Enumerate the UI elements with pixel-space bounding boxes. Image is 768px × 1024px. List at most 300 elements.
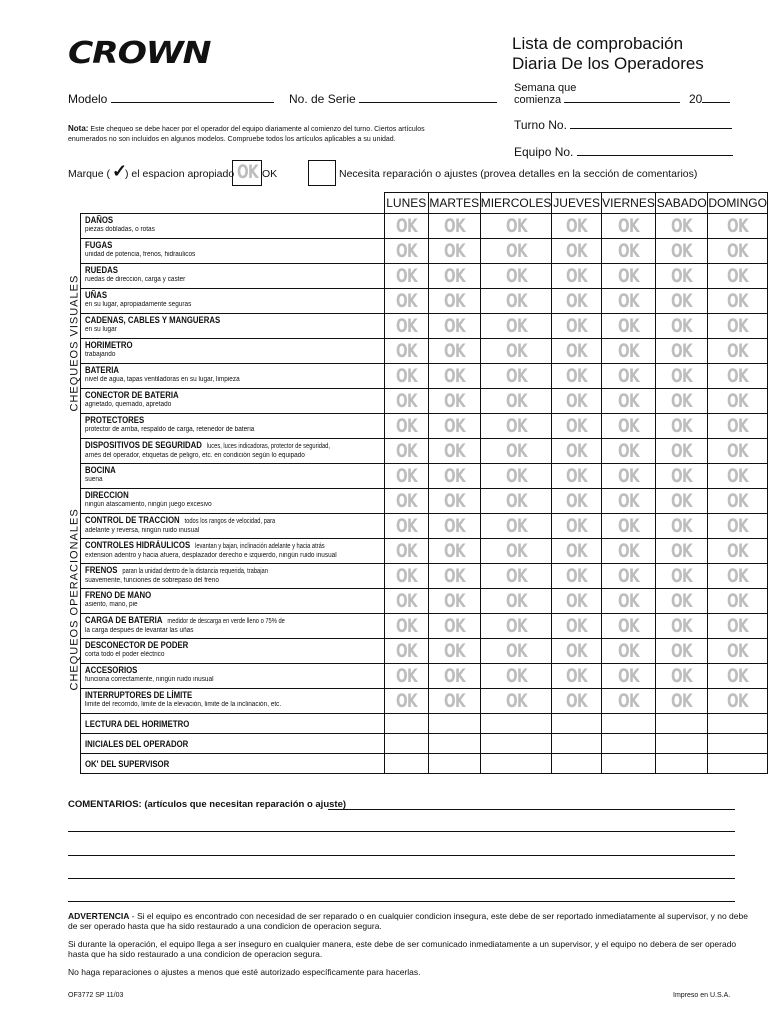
ok-checkbox-cell[interactable] [428, 664, 480, 689]
checklist-row [81, 339, 768, 364]
ok-checkbox-cell[interactable] [384, 614, 428, 639]
ok-mark: OK [443, 315, 465, 337]
summary-input-cell[interactable] [428, 714, 480, 734]
ok-checkbox-cell[interactable] [708, 664, 768, 689]
ok-mark: OK [395, 290, 417, 312]
checklist-row [81, 264, 768, 289]
ok-checkbox-cell[interactable] [552, 514, 601, 539]
item-desc: adelante y reversa, ningún ruido inusual [85, 527, 200, 534]
ok-checkbox-cell[interactable] [601, 614, 655, 639]
ok-checkbox-cell[interactable] [552, 489, 601, 514]
ok-checkbox-cell[interactable] [552, 389, 601, 414]
ok-checkbox-cell[interactable] [601, 539, 655, 564]
item-name [85, 215, 330, 226]
item-name-text: INTERRUPTORES DE LÍMITE [85, 690, 193, 701]
summary-input-cell[interactable] [708, 734, 768, 754]
ok-mark: OK [505, 440, 527, 462]
item-name-text: DESCONECTOR DE PODER [85, 640, 189, 651]
ok-checkbox-cell[interactable] [708, 464, 768, 489]
summary-input-cell[interactable] [480, 754, 552, 774]
ok-mark: OK [443, 290, 465, 312]
ok-mark: OK [727, 215, 749, 237]
header-row [81, 193, 768, 214]
ok-checkbox-cell[interactable] [601, 664, 655, 689]
item-desc: arnés del operador, etiquetas de peligro, etc. en condición según lo equipado [85, 452, 305, 459]
summary-input-cell[interactable] [601, 754, 655, 774]
summary-input-cell[interactable] [480, 714, 552, 734]
ok-checkbox-cell[interactable] [552, 689, 601, 714]
ok-checkbox-cell[interactable] [428, 239, 480, 264]
equipo-input[interactable] [577, 155, 733, 156]
checklist-row [81, 464, 768, 489]
ok-mark: OK [443, 415, 465, 437]
summary-input-cell[interactable] [601, 734, 655, 754]
checklist-item [81, 364, 385, 389]
ok-checkbox-cell[interactable] [384, 589, 428, 614]
ok-checkbox-cell[interactable] [601, 589, 655, 614]
ok-checkbox-cell[interactable] [384, 514, 428, 539]
ok-checkbox-cell[interactable] [656, 639, 708, 664]
serie-label: No. de Serie [289, 92, 356, 106]
ok-mark: OK [727, 540, 749, 562]
summary-input-cell[interactable] [428, 734, 480, 754]
semana-input[interactable] [564, 102, 680, 103]
item-name-text: CADENAS, CABLES Y MANGUERAS [85, 315, 221, 326]
checklist-item [81, 439, 385, 464]
ok-mark: OK [671, 415, 693, 437]
item-name [85, 665, 330, 676]
section-oper-label: CHEQUEOS OPERACIONALES [68, 508, 81, 691]
ok-mark: OK [395, 465, 417, 487]
ok-mark: OK [618, 415, 639, 437]
ok-checkbox-cell[interactable] [708, 614, 768, 639]
ok-checkbox-cell[interactable] [384, 564, 428, 589]
ok-checkbox-cell[interactable] [601, 364, 655, 389]
ok-checkbox-cell[interactable] [601, 514, 655, 539]
summary-input-cell[interactable] [552, 714, 601, 734]
item-desc: piezas dobladas, o rotas [85, 226, 155, 233]
ok-mark: OK [671, 365, 693, 387]
ok-checkbox-cell[interactable] [480, 239, 552, 264]
ok-checkbox-cell[interactable] [428, 339, 480, 364]
ok-checkbox-cell[interactable] [656, 239, 708, 264]
ok-mark: OK [727, 365, 749, 387]
comentarios-line[interactable] [68, 901, 735, 902]
ok-checkbox-cell[interactable] [552, 314, 601, 339]
ok-checkbox-cell[interactable] [480, 664, 552, 689]
ok-checkbox-cell[interactable] [384, 489, 428, 514]
summary-input-cell[interactable] [552, 734, 601, 754]
ok-mark: OK [443, 390, 465, 412]
item-name-text: BOCINA [85, 465, 116, 476]
ok-checkbox-cell[interactable] [480, 564, 552, 589]
ok-checkbox-cell[interactable] [656, 589, 708, 614]
ok-mark: OK [727, 640, 749, 662]
ok-checkbox-cell[interactable] [480, 264, 552, 289]
summary-input-cell[interactable] [656, 734, 708, 754]
ok-checkbox-cell[interactable] [480, 364, 552, 389]
summary-input-cell[interactable] [384, 734, 428, 754]
summary-input-cell[interactable] [428, 754, 480, 774]
ok-checkbox-cell[interactable] [384, 314, 428, 339]
item-name-text: FRENOS [85, 565, 118, 576]
ok-mark: OK [395, 640, 417, 662]
modelo-label: Modelo [68, 92, 108, 106]
ok-checkbox-cell[interactable] [428, 439, 480, 464]
ok-checkbox-cell[interactable] [601, 689, 655, 714]
summary-input-cell[interactable] [656, 754, 708, 774]
day-header: SABADO [656, 193, 708, 214]
ok-checkbox-cell[interactable] [384, 289, 428, 314]
ok-checkbox-cell[interactable] [552, 364, 601, 389]
ok-checkbox-cell[interactable] [552, 214, 601, 239]
ok-checkbox-cell[interactable] [656, 289, 708, 314]
ok-checkbox-cell[interactable] [480, 514, 552, 539]
ok-checkbox-cell[interactable] [480, 214, 552, 239]
ok-checkbox-cell[interactable] [601, 314, 655, 339]
ok-checkbox-cell[interactable] [656, 339, 708, 364]
ok-checkbox-cell[interactable] [601, 639, 655, 664]
ok-checkbox-cell[interactable] [384, 414, 428, 439]
ok-mark: OK [727, 340, 749, 362]
ok-checkbox-cell[interactable] [384, 664, 428, 689]
comentarios-line[interactable] [328, 809, 735, 810]
ok-mark: OK [395, 615, 417, 637]
item-name [85, 415, 330, 426]
summary-label: LECTURA DEL HORIMETRO [85, 718, 190, 730]
ok-checkbox-cell[interactable] [601, 464, 655, 489]
ok-checkbox-cell[interactable] [601, 389, 655, 414]
ok-mark: OK [618, 365, 639, 387]
ok-checkbox-cell[interactable] [480, 389, 552, 414]
ok-checkbox-cell[interactable] [480, 339, 552, 364]
ok-mark: OK [395, 390, 417, 412]
ok-mark: OK [566, 565, 588, 587]
ok-mark: OK [395, 665, 417, 687]
ok-mark: OK [566, 215, 588, 237]
ok-checkbox-cell[interactable] [428, 514, 480, 539]
ok-mark: OK [395, 490, 417, 512]
ok-mark: OK [671, 340, 693, 362]
modelo-field [68, 92, 274, 106]
ok-checkbox-cell[interactable] [656, 389, 708, 414]
summary-input-cell[interactable] [601, 714, 655, 734]
ok-checkbox-cell[interactable] [480, 464, 552, 489]
ok-mark: OK [618, 290, 639, 312]
ok-checkbox-cell[interactable] [601, 439, 655, 464]
ok-mark: OK [566, 540, 588, 562]
day-header: MIERCOLES [480, 193, 552, 214]
ok-checkbox-cell[interactable] [708, 489, 768, 514]
ok-mark: OK [671, 590, 693, 612]
ok-mark: OK [618, 515, 639, 537]
ok-checkbox-cell[interactable] [552, 289, 601, 314]
ok-checkbox-cell[interactable] [656, 214, 708, 239]
ok-mark: OK [443, 215, 465, 237]
ok-mark: OK [727, 465, 749, 487]
ok-checkbox-cell[interactable] [656, 464, 708, 489]
ok-checkbox-cell[interactable] [708, 214, 768, 239]
ok-mark: OK [671, 315, 693, 337]
ok-mark: OK [618, 640, 639, 662]
ok-checkbox-cell[interactable] [601, 289, 655, 314]
ok-legend-box [232, 160, 262, 186]
ok-checkbox-cell[interactable] [708, 239, 768, 264]
summary-input-cell[interactable] [656, 714, 708, 734]
ok-checkbox-cell[interactable] [428, 464, 480, 489]
item-desc: protector de arriba, respaldo de carga, retenedor de bateria [85, 426, 255, 433]
ok-mark: OK [618, 315, 639, 337]
checklist-row [81, 364, 768, 389]
summary-input-cell[interactable] [480, 734, 552, 754]
ok-mark: OK [618, 690, 639, 712]
ok-checkbox-cell[interactable] [384, 689, 428, 714]
item-name [85, 240, 330, 251]
ok-checkbox-cell[interactable] [552, 239, 601, 264]
modelo-input[interactable] [111, 102, 274, 103]
ok-checkbox-cell[interactable] [708, 389, 768, 414]
marque-row [68, 160, 748, 186]
ok-checkbox-cell[interactable] [428, 564, 480, 589]
ok-checkbox-cell[interactable] [601, 414, 655, 439]
item-name-text: CONTROLES HIDRÁULICOS [85, 540, 191, 551]
ok-checkbox-cell[interactable] [656, 514, 708, 539]
ok-checkbox-cell[interactable] [552, 664, 601, 689]
item-desc: asiento, mano, pie [85, 601, 138, 608]
ok-checkbox-cell[interactable] [656, 364, 708, 389]
item-desc: corta todo el poder eléctrico [85, 651, 165, 658]
ok-checkbox-cell[interactable] [552, 639, 601, 664]
ok-mark: OK [618, 665, 639, 687]
ok-checkbox-cell[interactable] [384, 239, 428, 264]
ok-mark: OK [395, 265, 417, 287]
ok-checkbox-cell[interactable] [708, 589, 768, 614]
ok-checkbox-cell[interactable] [552, 614, 601, 639]
ok-checkbox-cell[interactable] [601, 489, 655, 514]
ok-checkbox-cell[interactable] [384, 439, 428, 464]
ok-checkbox-cell[interactable] [708, 639, 768, 664]
ok-mark: OK [671, 640, 693, 662]
summary-label-cell [81, 734, 385, 754]
ok-checkbox-cell[interactable] [552, 339, 601, 364]
ok-checkbox-cell[interactable] [384, 464, 428, 489]
ok-checkbox-cell[interactable] [384, 539, 428, 564]
ok-checkbox-cell[interactable] [428, 389, 480, 414]
ok-checkbox-cell[interactable] [552, 564, 601, 589]
turno-input[interactable] [570, 128, 732, 129]
ok-checkbox-cell[interactable] [384, 364, 428, 389]
ok-checkbox-cell[interactable] [480, 439, 552, 464]
ok-mark: OK [443, 465, 465, 487]
turno-label: Turno No. [514, 118, 567, 132]
ok-mark: OK [505, 290, 527, 312]
item-desc: suena [85, 476, 103, 483]
ok-mark: OK [566, 615, 588, 637]
comentarios-line[interactable] [68, 878, 735, 879]
ok-checkbox-cell[interactable] [384, 264, 428, 289]
item-desc: suavemente, funciones de sobrepaso del freno [85, 577, 219, 584]
checklist-row [81, 664, 768, 689]
ok-checkbox-cell[interactable] [428, 289, 480, 314]
ok-mark: OK [727, 590, 749, 612]
ok-mark: OK [505, 390, 527, 412]
ok-checkbox-cell[interactable] [480, 414, 552, 439]
ok-checkbox-cell[interactable] [601, 564, 655, 589]
ok-checkbox-cell[interactable] [656, 439, 708, 464]
ok-checkbox-cell[interactable] [552, 439, 601, 464]
ok-checkbox-cell[interactable] [601, 214, 655, 239]
form-title [512, 34, 704, 74]
ok-mark: OK [727, 415, 749, 437]
ok-checkbox-cell[interactable] [708, 339, 768, 364]
summary-input-cell[interactable] [384, 754, 428, 774]
ok-mark: OK [727, 440, 749, 462]
ok-mark: OK [671, 265, 693, 287]
ok-checkbox-cell[interactable] [708, 364, 768, 389]
summary-input-cell[interactable] [552, 754, 601, 774]
summary-input-cell[interactable] [708, 754, 768, 774]
item-name [85, 540, 330, 552]
ok-checkbox-cell[interactable] [384, 339, 428, 364]
advertencia-paragraph [68, 911, 748, 931]
ok-checkbox-cell[interactable] [384, 389, 428, 414]
ok-checkbox-cell[interactable] [480, 314, 552, 339]
summary-input-cell[interactable] [708, 714, 768, 734]
ok-mark: OK [566, 440, 588, 462]
ok-checkbox-cell[interactable] [428, 314, 480, 339]
year-input[interactable] [702, 102, 730, 103]
ok-mark: OK [618, 390, 639, 412]
ok-checkbox-cell[interactable] [656, 664, 708, 689]
ok-mark: OK [618, 215, 639, 237]
ok-mark: OK [671, 665, 693, 687]
item-name [85, 590, 330, 601]
ok-mark: OK [505, 265, 527, 287]
checklist-item [81, 389, 385, 414]
ok-checkbox-cell[interactable] [552, 539, 601, 564]
checklist-item [81, 264, 385, 289]
ok-checkbox-cell[interactable] [708, 539, 768, 564]
ok-checkbox-cell[interactable] [708, 289, 768, 314]
ok-checkbox-cell[interactable] [428, 214, 480, 239]
item-inline-desc: luces, luces indicadoras, protector de seguridad, [206, 443, 330, 450]
ok-checkbox-cell[interactable] [708, 439, 768, 464]
ok-checkbox-cell[interactable] [656, 489, 708, 514]
checklist-row [81, 614, 768, 639]
section-visual-label: CHEQUEOS VISUALES [68, 274, 81, 412]
ok-checkbox-cell[interactable] [708, 264, 768, 289]
ok-mark: OK [671, 515, 693, 537]
checklist-item [81, 564, 385, 589]
ok-checkbox-cell[interactable] [601, 264, 655, 289]
ok-checkbox-cell[interactable] [601, 239, 655, 264]
ok-mark: OK [727, 315, 749, 337]
ok-mark: OK [727, 490, 749, 512]
ok-checkbox-cell[interactable] [480, 539, 552, 564]
checklist-item [81, 639, 385, 664]
title-line-1: Lista de comprobación [512, 34, 684, 53]
ok-checkbox-cell[interactable] [428, 589, 480, 614]
ok-checkbox-cell[interactable] [708, 564, 768, 589]
ok-checkbox-cell[interactable] [708, 414, 768, 439]
ok-checkbox-cell[interactable] [428, 364, 480, 389]
ok-checkbox-cell[interactable] [480, 614, 552, 639]
ok-checkbox-cell[interactable] [480, 639, 552, 664]
item-name-text: RUEDAS [85, 265, 118, 276]
comentarios-line[interactable] [68, 831, 735, 832]
ok-checkbox-cell[interactable] [656, 414, 708, 439]
summary-label: OK' DEL SUPERVISOR [85, 758, 170, 770]
ok-checkbox-cell[interactable] [552, 264, 601, 289]
ok-mark: OK [727, 615, 749, 637]
ok-mark: OK [443, 665, 465, 687]
semana-field [514, 82, 680, 106]
ok-checkbox-cell[interactable] [601, 339, 655, 364]
ok-checkbox-cell[interactable] [480, 589, 552, 614]
checklist-row [81, 489, 768, 514]
ok-checkbox-cell[interactable] [428, 614, 480, 639]
summary-input-cell[interactable] [384, 714, 428, 734]
ok-mark: OK [671, 290, 693, 312]
comentarios-line[interactable] [68, 855, 735, 856]
ok-checkbox-cell[interactable] [480, 489, 552, 514]
ok-mark: OK [505, 665, 527, 687]
ok-checkbox-cell[interactable] [428, 539, 480, 564]
repair-legend-box [308, 160, 336, 186]
ok-checkbox-cell[interactable] [384, 639, 428, 664]
year-field [689, 92, 730, 106]
item-name [85, 390, 330, 401]
ok-checkbox-cell[interactable] [428, 689, 480, 714]
item-inline-desc: paran la unidad dentro de la distancia requerida, trabajan [122, 568, 268, 575]
ok-checkbox-cell[interactable] [708, 689, 768, 714]
ok-checkbox-cell[interactable] [656, 539, 708, 564]
ok-checkbox-cell[interactable] [708, 314, 768, 339]
ok-mark: OK [727, 690, 749, 712]
checklist-item [81, 539, 385, 564]
ok-checkbox-cell[interactable] [428, 264, 480, 289]
ok-checkbox-cell[interactable] [656, 614, 708, 639]
ok-checkbox-cell[interactable] [708, 514, 768, 539]
ok-checkbox-cell[interactable] [480, 689, 552, 714]
ok-mark: OK [395, 515, 417, 537]
ok-checkbox-cell[interactable] [428, 489, 480, 514]
serie-input[interactable] [359, 102, 497, 103]
ok-checkbox-cell[interactable] [656, 564, 708, 589]
ok-checkbox-cell[interactable] [384, 214, 428, 239]
item-inline-desc: todos los rangos de velocidad, para [184, 518, 276, 525]
day-header: JUEVES [552, 193, 601, 214]
ok-checkbox-cell[interactable] [428, 639, 480, 664]
ok-checkbox-cell[interactable] [656, 314, 708, 339]
item-name-text: PROTECTORES [85, 415, 145, 426]
ok-checkbox-cell[interactable] [480, 289, 552, 314]
ok-checkbox-cell[interactable] [656, 264, 708, 289]
ok-checkbox-cell[interactable] [552, 589, 601, 614]
checklist-row [81, 314, 768, 339]
ok-checkbox-cell[interactable] [656, 689, 708, 714]
ok-checkbox-cell[interactable] [552, 464, 601, 489]
ok-mark: OK [671, 690, 693, 712]
item-desc: ruedas de direccion, carga y caster [85, 276, 186, 283]
ok-mark: OK [443, 265, 465, 287]
ok-mark: OK [566, 290, 588, 312]
ok-mark: OK [443, 640, 465, 662]
ok-checkbox-cell[interactable] [552, 414, 601, 439]
ok-checkbox-cell[interactable] [428, 414, 480, 439]
item-name [85, 465, 330, 476]
ok-mark: OK [505, 490, 527, 512]
